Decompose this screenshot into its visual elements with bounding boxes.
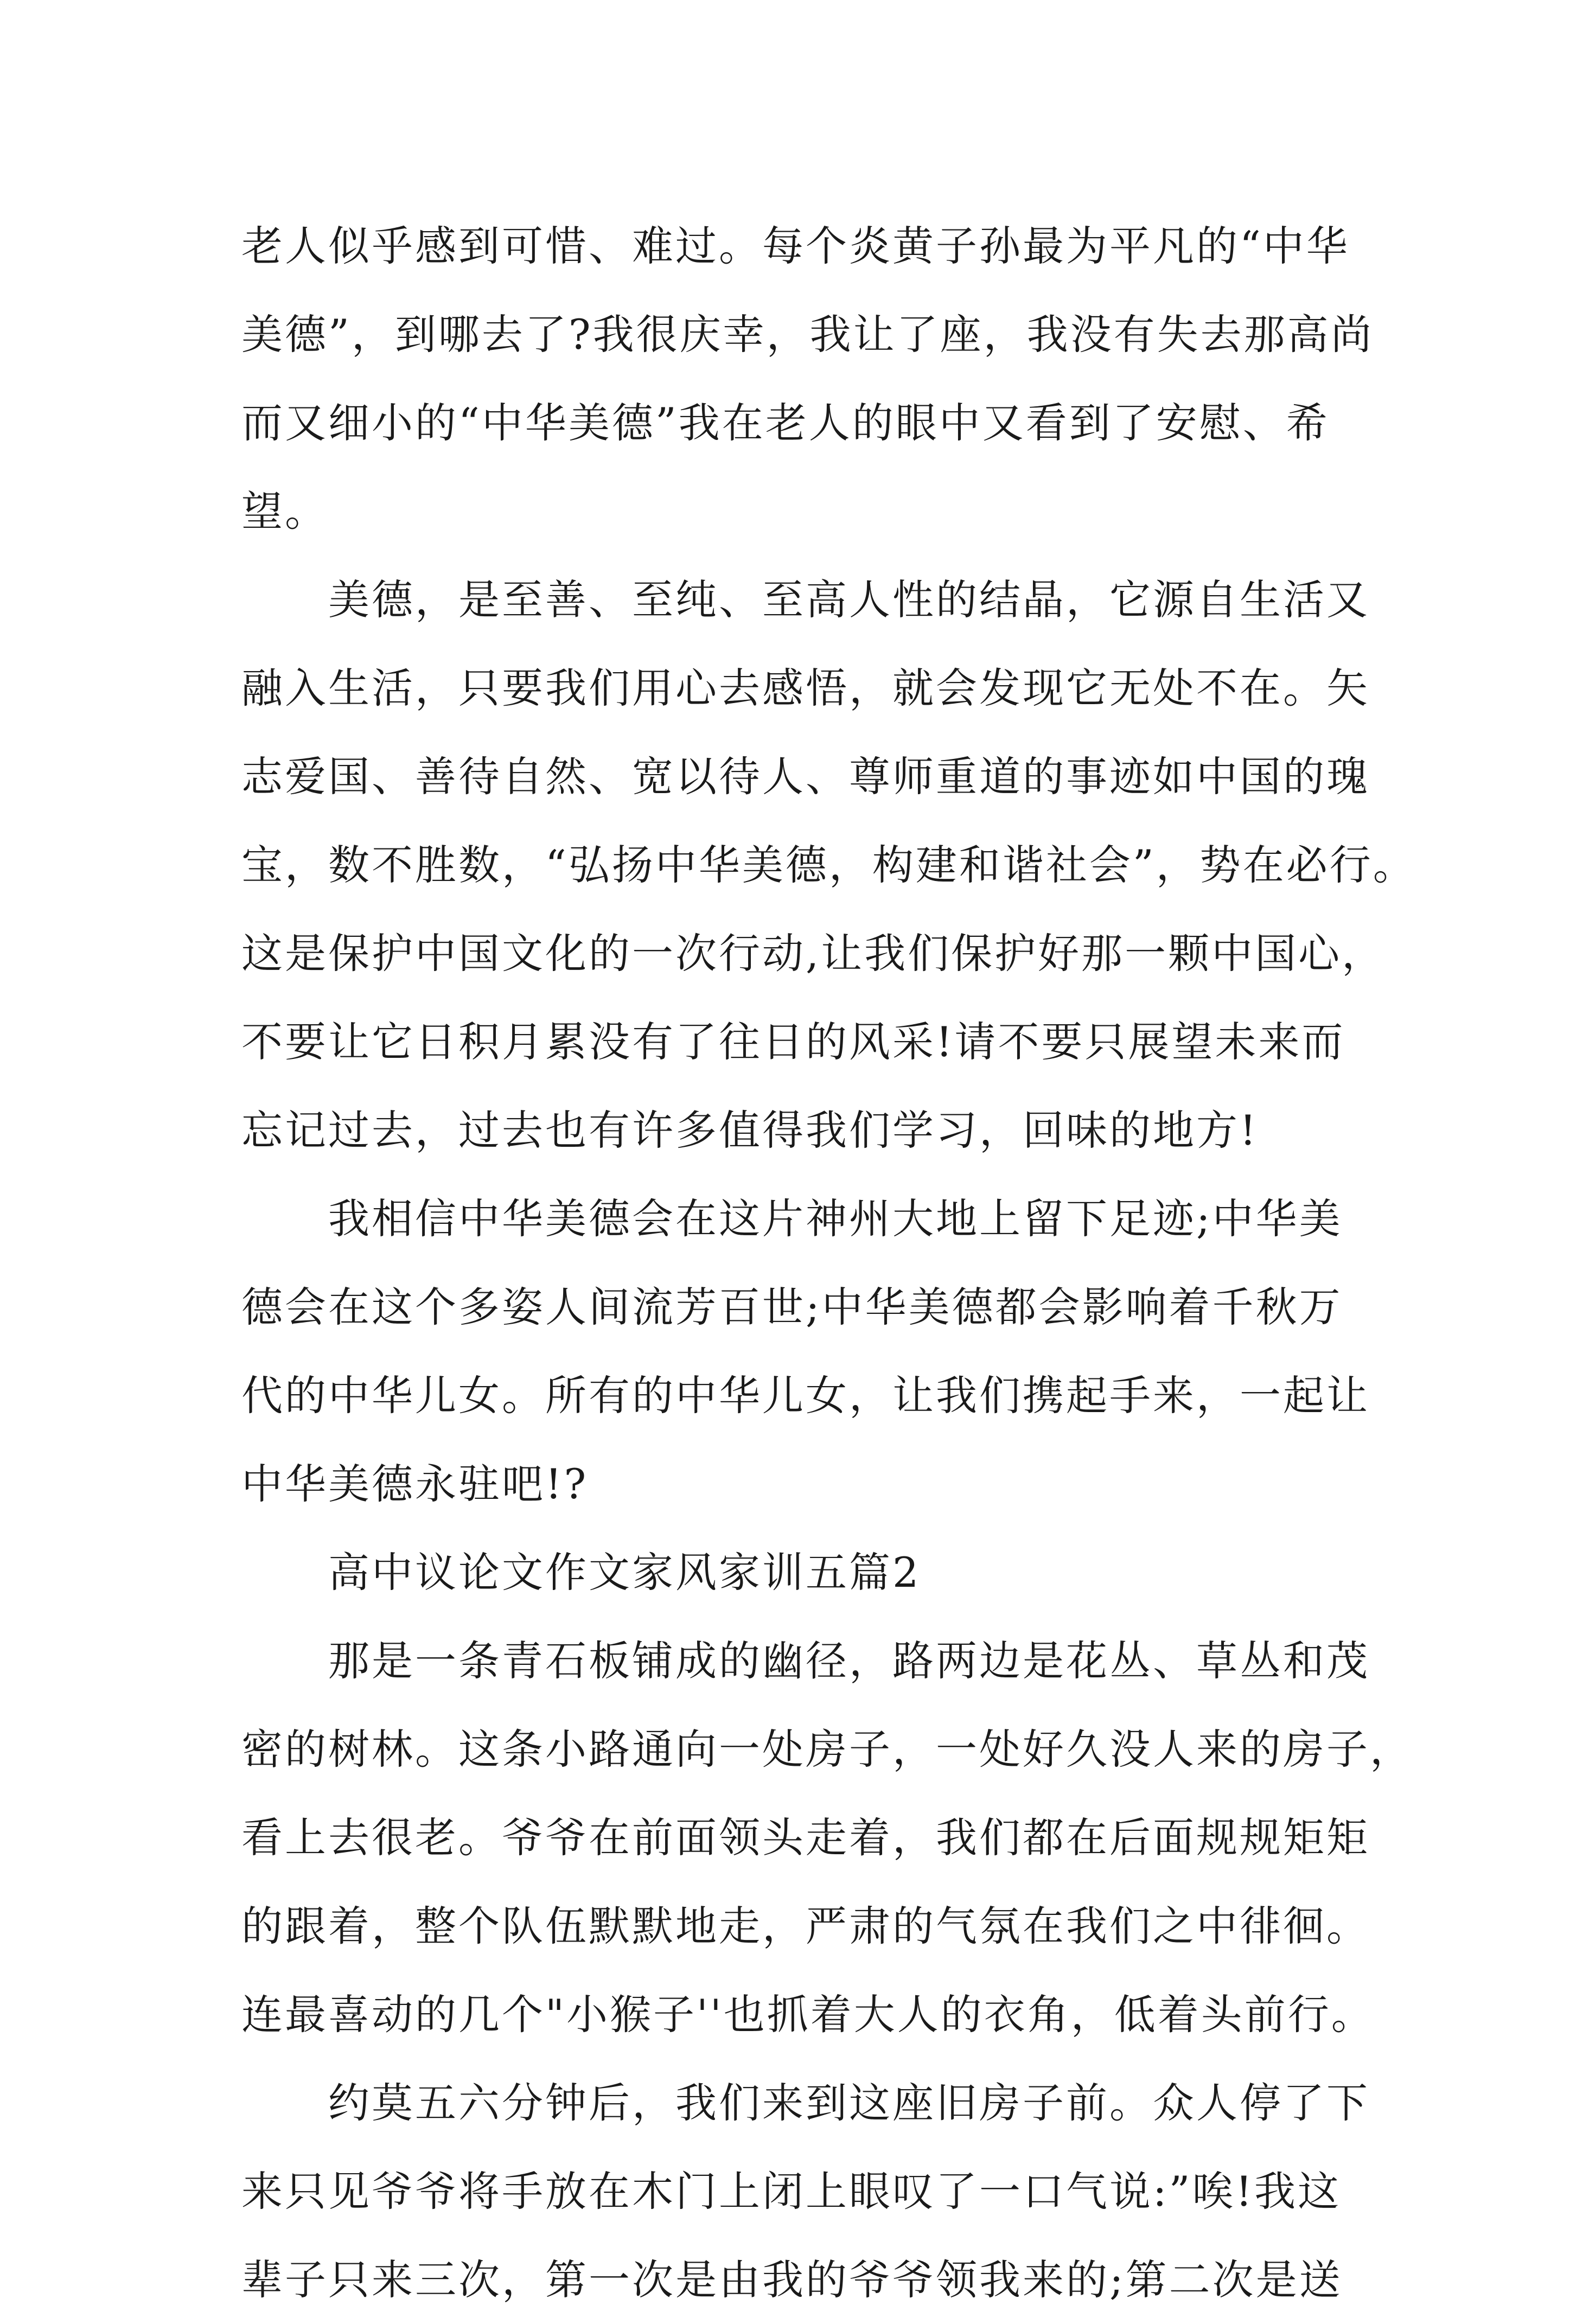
text-line: 辈子只来三次，第一次是由我的爷爷领我来的;第二次是送 — [241, 2256, 1343, 2304]
text-line: 望。 — [241, 487, 328, 535]
text-line: 志爱国、善待自然、宽以待人、尊师重道的事迹如中国的瑰 — [241, 752, 1370, 801]
text-line: 密的树林。这条小路通向一处房子，一处好久没人来的房子， — [241, 1725, 1413, 1773]
text-line: 而又细小的“中华美德”我在老人的眼中又看到了安慰、希 — [241, 399, 1330, 447]
text-line: 忘记过去，过去也有许多值得我们学习，回味的地方! — [241, 1106, 1259, 1154]
text-line: 的跟着，整个队伍默默地走，严肃的气氛在我们之中徘徊。 — [241, 1902, 1370, 1950]
text-line: 美德”，到哪去了?我很庆幸，我让了座，我没有失去那高尚 — [241, 310, 1374, 359]
text-line: 高中议论文作文家风家训五篇2 — [328, 1548, 921, 1597]
text-line: 融入生活，只要我们用心去感悟，就会发现它无处不在。矢 — [241, 664, 1370, 712]
text-line: 看上去很老。爷爷在前面领头走着，我们都在后面规规矩矩 — [241, 1814, 1370, 1862]
document-body — [241, 202, 1416, 2324]
text-line: 中华美德永驻吧!? — [241, 1460, 589, 1508]
text-line: 连最喜动的几个"小猴子''也抓着大人的衣角，低着头前行。 — [241, 1990, 1375, 2039]
text-line: 我相信中华美德会在这片神州大地上留下足迹;中华美 — [328, 1195, 1343, 1243]
text-line: 德会在这个多姿人间流芳百世;中华美德都会影响着千秋万 — [241, 1283, 1343, 1331]
text-line: 代的中华儿女。所有的中华儿女，让我们携起手来，一起让 — [241, 1371, 1370, 1420]
text-line: 这是保护中国文化的一次行动,让我们保护好那一颗中国心， — [241, 929, 1386, 978]
text-line: 不要让它日积月累没有了往日的风采!请不要只展望未来而 — [241, 1018, 1345, 1066]
text-line: 老人似乎感到可惜、难过。每个炎黄子孙最为平凡的“中华 — [241, 222, 1350, 270]
text-line: 约莫五六分钟后，我们来到这座旧房子前。众人停了下 — [328, 2079, 1370, 2127]
text-line: 那是一条青石板铺成的幽径，路两边是花丛、草丛和茂 — [328, 1637, 1370, 1685]
text-line: 来只见爷爷将手放在木门上闭上眼叹了一口气说:”唉!我这 — [241, 2167, 1341, 2216]
text-line: 宝，数不胜数，“弘扬中华美德，构建和谐社会”，势在必行。 — [241, 841, 1416, 889]
text-line: 美德，是至善、至纯、至高人性的结晶，它源自生活又 — [328, 576, 1370, 624]
